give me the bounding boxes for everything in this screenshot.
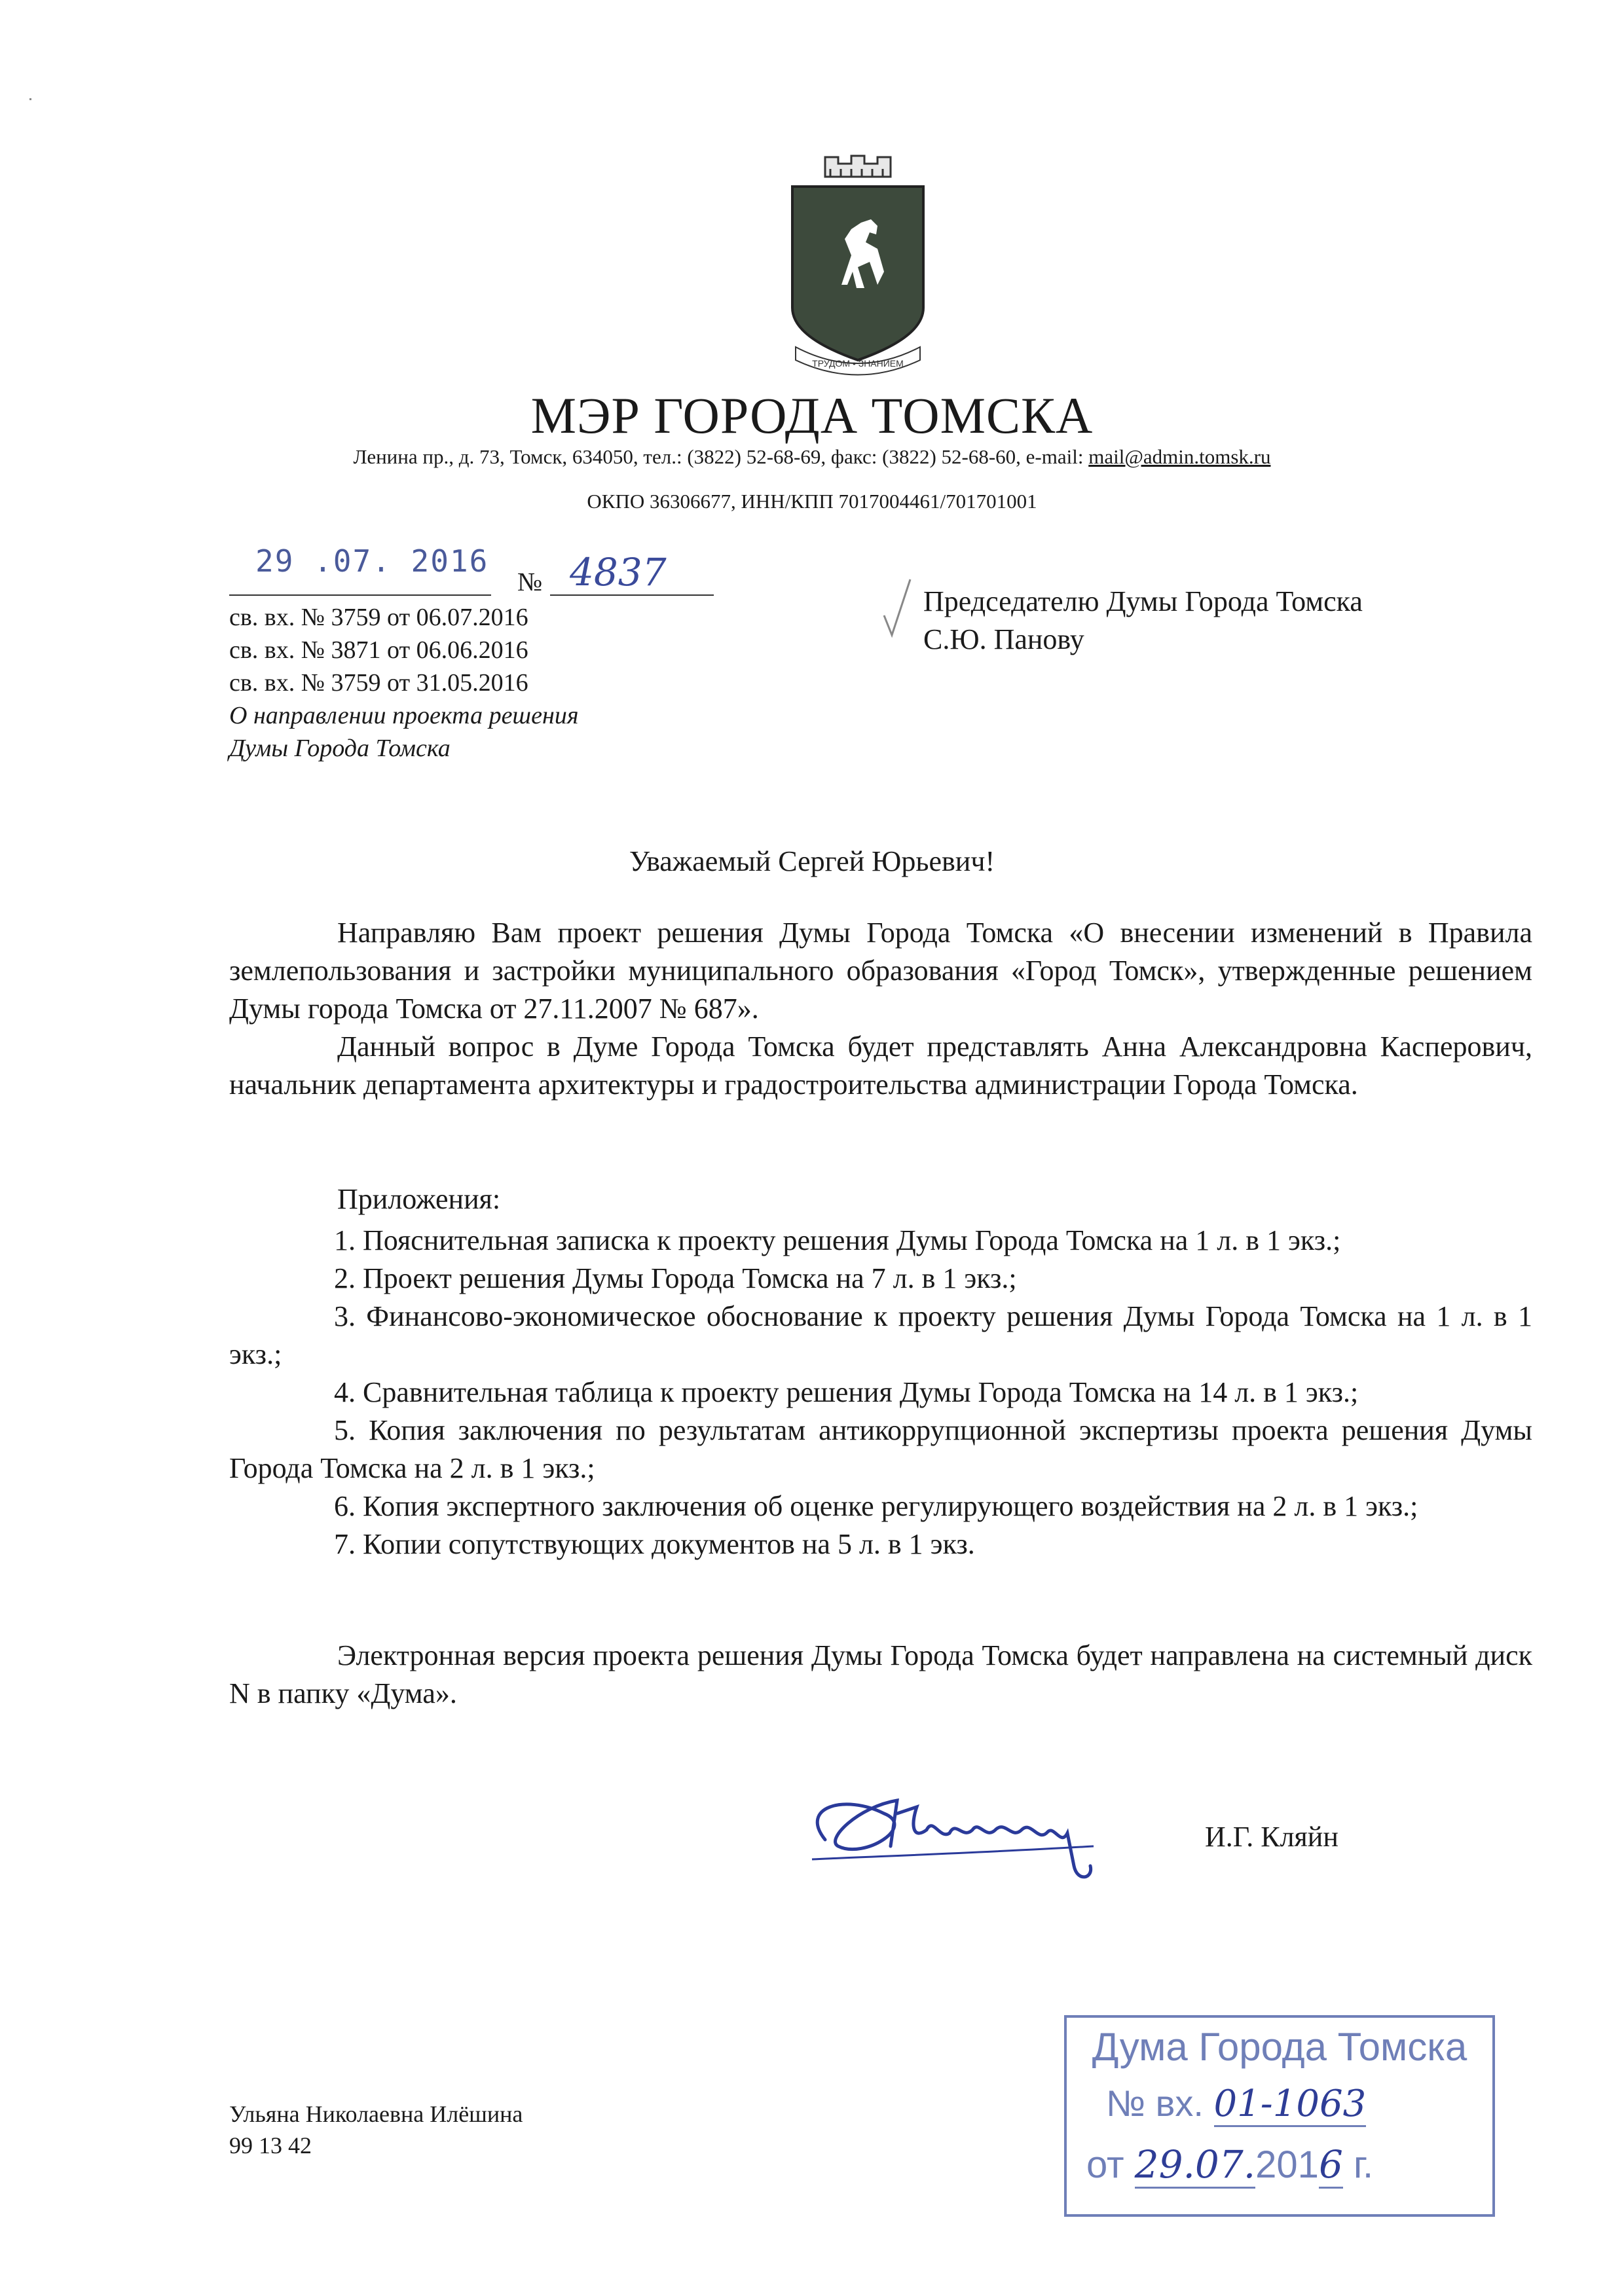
addressee-position: Председателю Думы Города Томска [923,585,1363,617]
page-title: МЭР ГОРОДА ТОМСКА [530,387,1094,444]
stamp-number: 01-1063 [1214,2083,1367,2127]
attachment-item: 5. Копия заключения по результатам антикоррупционной экспертизы проекта решения Думы Города Томска на 2 л. в 1 экз.; [229,1414,1532,1484]
attachment-item: 6. Копия экспертного заключения об оценке регулирующего воздействия на 2 л. в 1 экз.; [334,1490,1418,1522]
registration-line [229,537,727,602]
stamp-date-row: от 29.07.2016 г. [1086,2142,1373,2187]
incoming-stamp [1064,2015,1495,2217]
number-label: № [517,567,543,596]
reference-block [229,601,579,765]
sender-email[interactable]: mail@admin.tomsk.ru [1088,445,1271,468]
subject-line: О направлении проекта решения [229,702,579,729]
stamp-title: Дума Города Томска [1092,2025,1467,2069]
addressee-block [923,583,1363,659]
outgoing-number: 4837 [570,550,667,594]
reference-line: св. вх. № 3759 от 06.07.2016 [229,604,528,631]
stamp-number-row: № вх. 01-1063 [1106,2082,1366,2125]
reference-line: св. вх. № 3759 от 31.05.2016 [229,669,528,697]
body-paragraph: Направляю Вам проект решения Думы Города Томска «О внесении изменений в Правила землепользования и застройки муниципального образования «Город Томск», утвержденные решением Думы города Томска от 27.11.2007 № 687». [229,917,1532,1025]
executor-name: Ульяна Николаевна Илёшина [229,2101,523,2127]
addressee-name: С.Ю. Панову [923,623,1084,655]
executor-phone: 99 13 42 [229,2132,312,2159]
closing-paragraph: Электронная версия проекта решения Думы Города Томска будет направлена на системный диск N в папку «Дума». [229,1639,1532,1709]
handwritten-signature [786,1768,1179,1899]
attachment-item: 3. Финансово-экономическое обоснование к проекту решения Думы Города Томска на 1 л. в 1 экз.; [229,1300,1532,1370]
attachment-item: 1. Пояснительная записка к проекту решения Думы Города Томска на 1 л. в 1 экз.; [334,1224,1341,1256]
attachment-item: 2. Проект решения Думы Города Томска на 7 л. в 1 экз.; [334,1262,1017,1294]
sender-address: Ленина пр., д. 73, Томск, 634050, тел.: (3822) 52-68-69, факс: (3822) 52-68-60, e-mail: mail@admin.tomsk.ru [353,445,1271,468]
tomsk-coat-of-arms-icon [779,151,936,386]
number-underline [550,594,714,596]
signer-name: И.Г. Кляйн [1205,1821,1338,1853]
attachments-title: Приложения: [337,1183,501,1215]
body-paragraph: Данный вопрос в Думе Города Томска будет представлять Анна Александровна Касперович, начальник департамента архитектуры и градостроительства администрации Города Томска. [229,1030,1532,1101]
subject-line: Думы Города Томска [229,735,451,762]
attachments-list [229,1222,1532,1563]
stamp-date: 29.07. [1135,2142,1255,2189]
sender-requisites: ОКПО 36306677, ИНН/КПП 7017004461/701701001 [587,490,1037,513]
scan-speck [29,98,31,100]
checkmark-icon [877,576,917,642]
greeting: Уважаемый Сергей Юрьевич! [629,845,995,877]
executor-block [229,2098,523,2161]
reference-line: св. вх. № 3871 от 06.06.2016 [229,636,528,664]
attachment-item: 4. Сравнительная таблица к проекту решения Думы Города Томска на 14 л. в 1 экз.; [334,1376,1359,1408]
outgoing-date: 29 .07. 2016 [255,543,489,579]
emblem-motto: ТРУДОМ • ЗНАНИЕМ [812,358,904,369]
date-underline [229,594,491,596]
attachment-item: 7. Копии сопутствующих документов на 5 л. в 1 экз. [334,1528,975,1560]
